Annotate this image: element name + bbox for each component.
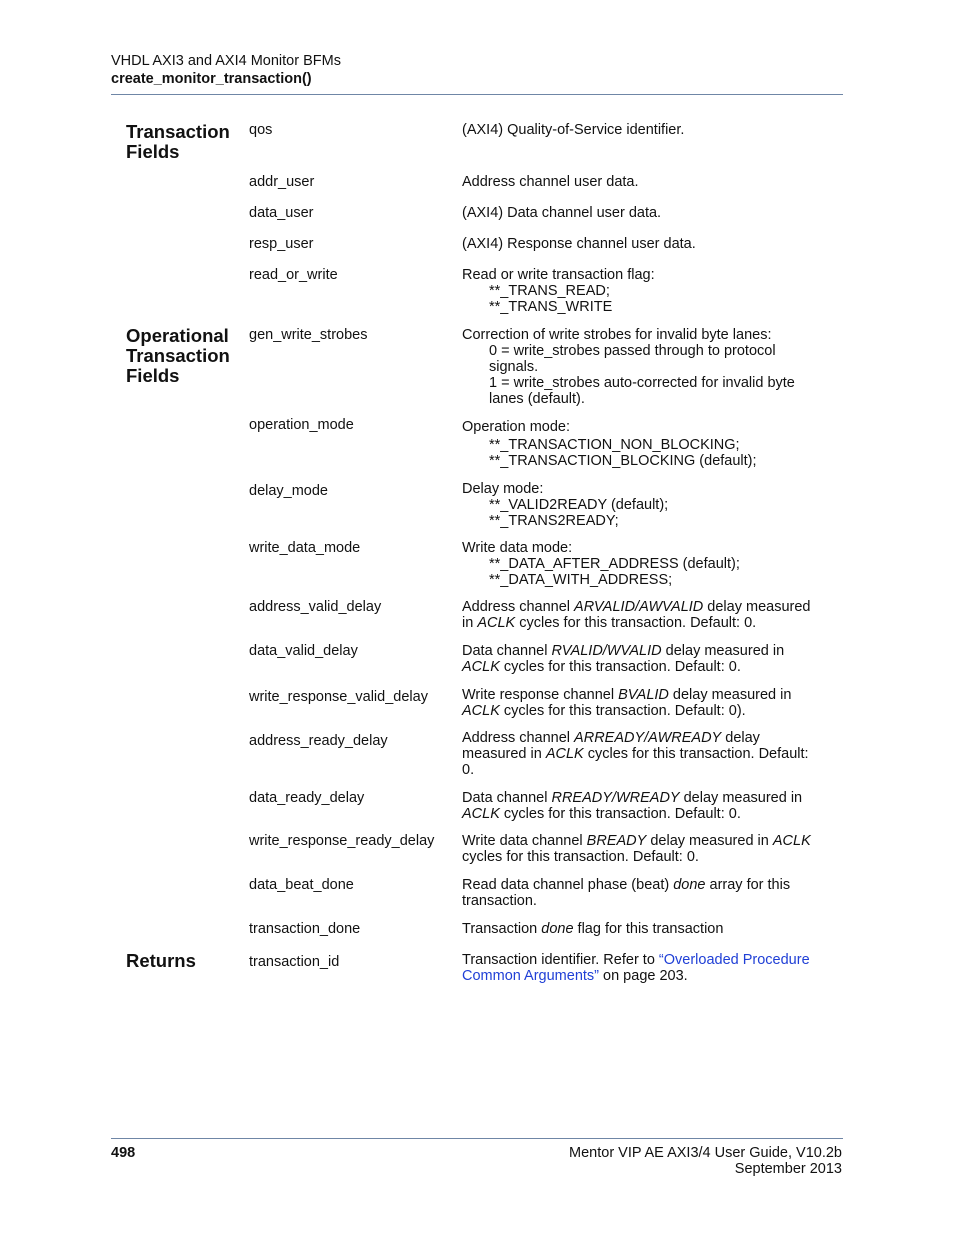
- footer-info: [569, 1145, 842, 1177]
- field-description: (AXI4) Quality-of-Service identifier.: [462, 122, 685, 138]
- guide-title: Mentor VIP AE AXI3/4 User Guide, V10.2b: [569, 1145, 842, 1161]
- cross-reference-link[interactable]: “Overloaded Procedure: [658, 952, 810, 968]
- procedure-title: create_monitor_transaction(): [111, 71, 312, 87]
- field-name: address_ready_delay: [249, 733, 388, 749]
- field-name: write_response_valid_delay: [249, 689, 428, 705]
- field-name: read_or_write: [249, 267, 338, 283]
- field-description: (AXI4) Response channel user data.: [462, 236, 696, 252]
- field-description: Write data channel BREADY delay measured in ACLK cycles for this transaction. Default: 0.: [462, 833, 811, 865]
- field-description: Write data mode: **_DATA_AFTER_ADDRESS (default); **_DATA_WITH_ADDRESS;: [462, 540, 740, 588]
- field-description: Write response channel BVALID delay measured in ACLK cycles for this transaction. Default: 0).: [462, 687, 792, 719]
- field-name: write_response_ready_delay: [249, 833, 435, 849]
- field-description: Address channel ARVALID/AWVALID delay measured in ACLK cycles for this transaction. Default: 0.: [462, 599, 811, 631]
- field-name: delay_mode: [249, 483, 328, 499]
- field-name: address_valid_delay: [249, 599, 382, 615]
- field-name: addr_user: [249, 174, 315, 190]
- field-description: Transaction identifier. Refer to “Overloaded Procedure Common Arguments” on page 203.: [462, 952, 810, 984]
- field-name: transaction_done: [249, 921, 361, 937]
- field-name: data_ready_delay: [249, 790, 365, 806]
- field-name: gen_write_strobes: [249, 327, 368, 343]
- section-transaction-fields: Transaction Fields: [126, 121, 230, 162]
- section-returns: Returns: [126, 950, 196, 971]
- field-description: (AXI4) Data channel user data.: [462, 205, 662, 221]
- field-description: Data channel RREADY/WREADY delay measured in ACLK cycles for this transaction. Default: 0.: [462, 790, 803, 822]
- field-description: Address channel ARREADY/AWREADY delay measured in ACLK cycles for this transaction. Default: 0.: [462, 730, 809, 778]
- field-description: Correction of write strobes for invalid byte lanes: 0 = write_strobes passed through to protocol signals. 1 = write_strobes auto-corrected for invalid byte lanes (default).: [462, 327, 795, 407]
- field-name: data_beat_done: [249, 877, 354, 893]
- field-name: operation_mode: [249, 417, 354, 433]
- chapter-title: VHDL AXI3 and AXI4 Monitor BFMs: [111, 53, 341, 69]
- field-description: Transaction done flag for this transaction: [462, 921, 724, 937]
- field-description: Operation mode: **_TRANSACTION_NON_BLOCKING; **_TRANSACTION_BLOCKING (default);: [462, 419, 757, 469]
- field-name: data_valid_delay: [249, 643, 358, 659]
- field-description: Data channel RVALID/WVALID delay measured in ACLK cycles for this transaction. Default: 0.: [462, 643, 785, 675]
- field-name: data_user: [249, 205, 314, 221]
- field-description: Delay mode: **_VALID2READY (default); **_TRANS2READY;: [462, 481, 669, 529]
- field-description: Address channel user data.: [462, 174, 639, 190]
- field-name: resp_user: [249, 236, 314, 252]
- page-number: 498: [111, 1145, 136, 1161]
- field-description: Read data channel phase (beat) done array for this transaction.: [462, 877, 791, 909]
- running-header: [111, 52, 341, 88]
- field-name: transaction_id: [249, 954, 340, 970]
- header-rule: [111, 94, 843, 95]
- field-description: Read or write transaction flag: **_TRANS_READ; **_TRANS_WRITE: [462, 267, 655, 315]
- section-operational-fields: Operational Transaction Fields: [126, 325, 230, 386]
- footer-rule: [111, 1138, 843, 1139]
- field-name: qos: [249, 122, 273, 138]
- publication-date: September 2013: [734, 1161, 842, 1177]
- field-name: write_data_mode: [249, 540, 361, 556]
- cross-reference-link[interactable]: Common Arguments”: [462, 968, 599, 984]
